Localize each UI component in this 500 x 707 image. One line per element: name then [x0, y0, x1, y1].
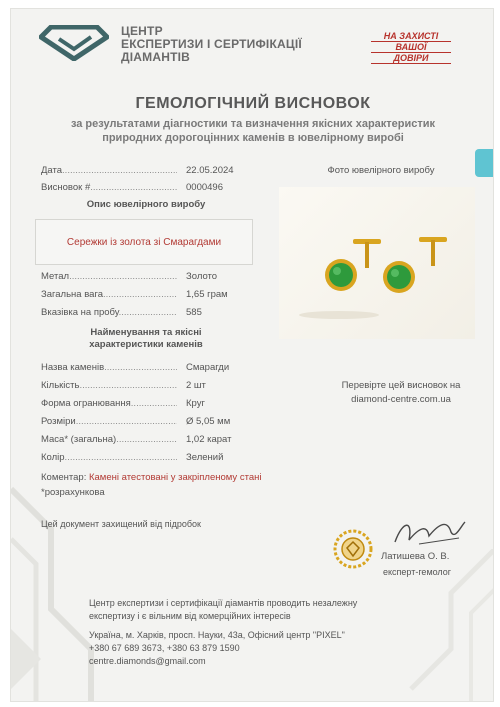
stone-name-label: Назва каменів .....: [41, 362, 177, 373]
document-subtitle: [11, 117, 494, 145]
stones-heading-line-2: характеристики каменів: [89, 339, 203, 350]
color-row: [41, 452, 267, 466]
diamond-logo-icon: [39, 25, 109, 61]
report-number-row: [41, 182, 267, 196]
footer-phones: +380 67 689 3673, +380 63 879 1590: [89, 643, 240, 653]
jewelry-photo: [279, 187, 475, 339]
org-line-2: ЕКСПЕРТИЗИ І СЕРТИФІКАЦІЇ: [121, 37, 302, 51]
color-value: Зелений: [186, 452, 224, 463]
weight-label: Загальна вага .....: [41, 289, 177, 300]
color-label: Колір .....: [41, 452, 177, 463]
footer-address: Україна, м. Харків, просп. Науки, 43а, Офісний центр "PIXEL": [89, 630, 345, 640]
signer-name: Латишева О. В.: [381, 551, 450, 562]
footer-statement: [89, 597, 469, 623]
mass-row: [41, 434, 267, 448]
stone-count-label: Кількість .....: [41, 380, 177, 391]
comment-text: Камені атестовані у закріпленому стані: [88, 472, 262, 483]
subtitle-line-2: природних дорогоцінних каменів в ювелірному виробі: [102, 132, 404, 144]
hallmark-value: 585: [186, 307, 202, 318]
comment-label: Коментар:: [41, 472, 87, 483]
stones-heading-line-1: Найменування та якісні: [90, 327, 202, 338]
item-description-text: Сережки із золота зі Смарагдами: [66, 236, 222, 248]
anti-forgery-note: Цей документ захищений від підробок: [41, 519, 201, 529]
footer-email[interactable]: centre.diamonds@gmail.com: [89, 656, 206, 666]
photo-label: Фото ювелірного виробу: [327, 165, 435, 176]
cut-value: Круг: [186, 398, 205, 409]
cut-label: Форма огранювання .....: [41, 398, 177, 409]
verify-link[interactable]: diamond-centre.com.ua: [351, 394, 451, 405]
report-number-label: Висновок # .....: [41, 182, 177, 193]
decorative-geometry-left: [11, 469, 101, 702]
stamp-line-3: ДОВІРИ: [371, 53, 451, 64]
hallmark-label: Вказівка на пробу .....: [41, 307, 177, 318]
mass-label: Маса* (загальна) .....: [41, 434, 177, 445]
size-value: Ø 5,05 мм: [186, 416, 231, 427]
weight-row: [41, 289, 267, 303]
side-tab-icon[interactable]: [475, 149, 493, 177]
earrings-image: [279, 187, 475, 339]
handwritten-signature: [389, 514, 469, 550]
org-line-1: ЦЕНТР: [121, 24, 163, 38]
metal-value: Золото: [186, 271, 218, 282]
footer-contacts: [89, 629, 469, 668]
metal-label: Метал .....: [41, 271, 177, 282]
item-description-heading: Опис ювелірного виробу: [86, 199, 206, 210]
subtitle-line-1: за результатами діагностики та визначення якісних характеристик: [70, 118, 436, 130]
footer-line-1: Центр експертизи і сертифікації діамантів проводить незалежну: [89, 598, 358, 608]
signer-role: експерт-гемолог: [383, 567, 452, 577]
size-row: [41, 416, 267, 430]
item-description-box: [35, 219, 253, 265]
hallmark-row: [41, 307, 267, 321]
stone-name-row: [41, 362, 267, 376]
organization-name: [121, 25, 302, 64]
stone-count-value: 2 шт: [186, 380, 206, 391]
org-line-3: ДІАМАНТІВ: [121, 50, 191, 64]
footer-line-2: експертизу і є вільним від комерційних інтересів: [89, 611, 291, 621]
document-title: ГЕМОЛОГІЧНИЙ ВИСНОВОК: [135, 95, 371, 112]
stones-heading: [41, 327, 251, 351]
footnote: *розрахункова: [41, 487, 105, 498]
stamp-line-1: НА ЗАХИСТІ: [371, 31, 451, 42]
size-label: Розміри .....: [41, 416, 177, 427]
gold-seal-icon: [333, 529, 373, 569]
date-label: Дата .....: [41, 165, 177, 176]
date-value: 22.05.2024: [186, 165, 234, 176]
stone-name-value: Смарагди: [186, 362, 230, 373]
certificate-page: [10, 8, 494, 702]
stamp-line-2: ВАШОЇ: [371, 42, 451, 53]
stone-count-row: [41, 380, 267, 394]
comment-line: [41, 472, 261, 483]
trust-stamp: [371, 31, 451, 64]
weight-value: 1,65 грам: [186, 289, 228, 300]
report-number-value: 0000496: [186, 182, 223, 193]
verify-block: [321, 379, 481, 407]
date-row: [41, 165, 267, 179]
cut-row: [41, 398, 267, 412]
verify-text: Перевірте цей висновок на: [341, 380, 461, 391]
mass-value: 1,02 карат: [186, 434, 232, 445]
metal-row: [41, 271, 267, 285]
